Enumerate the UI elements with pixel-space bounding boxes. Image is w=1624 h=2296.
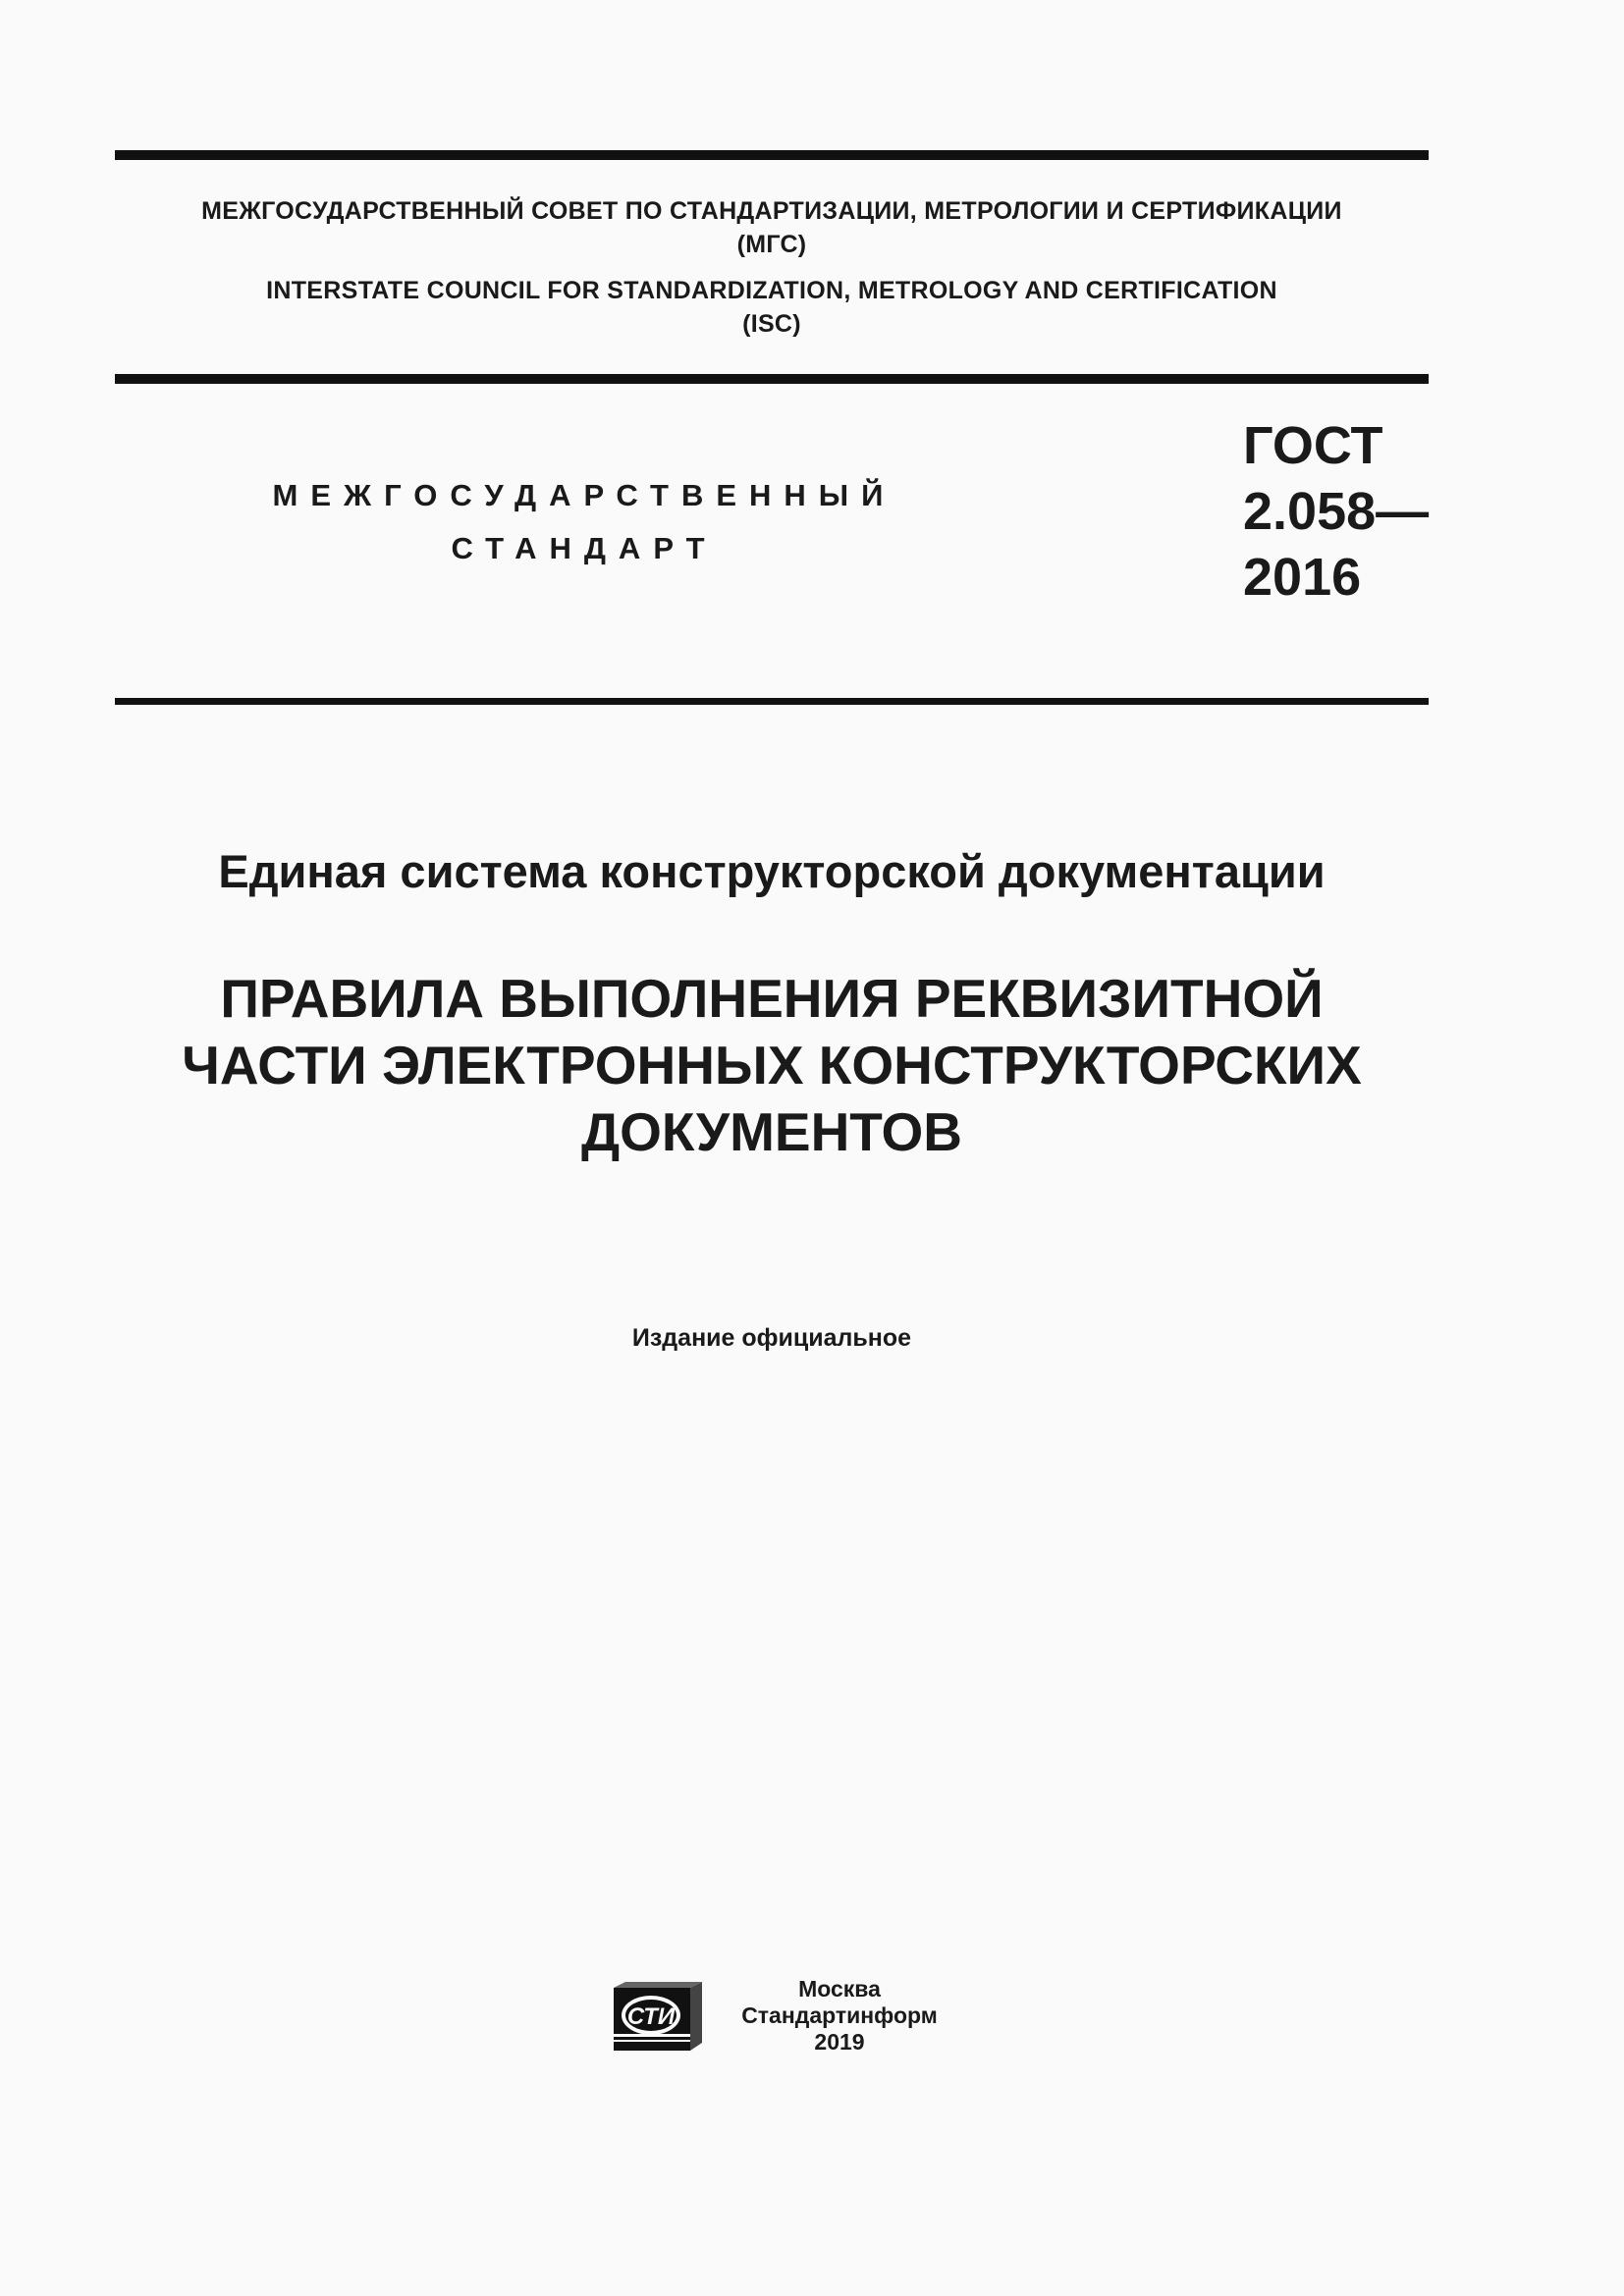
council-header <box>115 194 1429 341</box>
standard-type-label <box>196 469 972 575</box>
gost-number: 2.058— <box>1243 482 1430 541</box>
gost-designation <box>1243 413 1429 611</box>
document-title-line1: ПРАВИЛА ВЫПОЛНЕНИЯ РЕКВИЗИТНОЙ <box>220 968 1324 1029</box>
publication-year: 2019 <box>814 2029 865 2055</box>
title-divider <box>115 698 1429 705</box>
document-title-line2: ЧАСТИ ЭЛЕКТРОННЫХ КОНСТРУКТОРСКИХ <box>182 1035 1362 1095</box>
document-title-line3: ДОКУМЕНТОВ <box>580 1101 963 1162</box>
council-name-ru: МЕЖГОСУДАРСТВЕННЫЙ СОВЕТ ПО СТАНДАРТИЗАЦИИ, МЕТРОЛОГИИ И СЕРТИФИКАЦИИ <box>201 197 1342 225</box>
council-name-en: INTERSTATE COUNCIL FOR STANDARDIZATION, METROLOGY AND CERTIFICATION <box>266 277 1277 304</box>
document-title <box>115 965 1429 1165</box>
council-abbr-en: (ISC) <box>742 310 801 338</box>
publisher-name: Стандартинформ <box>741 2002 938 2028</box>
publisher-logo-icon <box>612 1980 705 2053</box>
standard-type-line1: МЕЖГОСУДАРСТВЕННЫЙ <box>272 478 896 512</box>
top-rule <box>115 150 1429 160</box>
gost-prefix: ГОСТ <box>1243 416 1383 475</box>
edition-note: Издание официальное <box>631 1324 912 1352</box>
publisher-block <box>727 1976 952 2056</box>
header-divider <box>115 374 1429 384</box>
council-abbr-ru: (МГС) <box>736 231 807 258</box>
publisher-logo-text: СТИ <box>626 2003 676 2030</box>
standard-type-line2: СТАНДАРТ <box>451 531 718 565</box>
publisher-city: Москва <box>798 1976 881 2002</box>
series-title: Единая система конструкторской документации <box>218 845 1326 897</box>
gost-year: 2016 <box>1243 548 1362 607</box>
